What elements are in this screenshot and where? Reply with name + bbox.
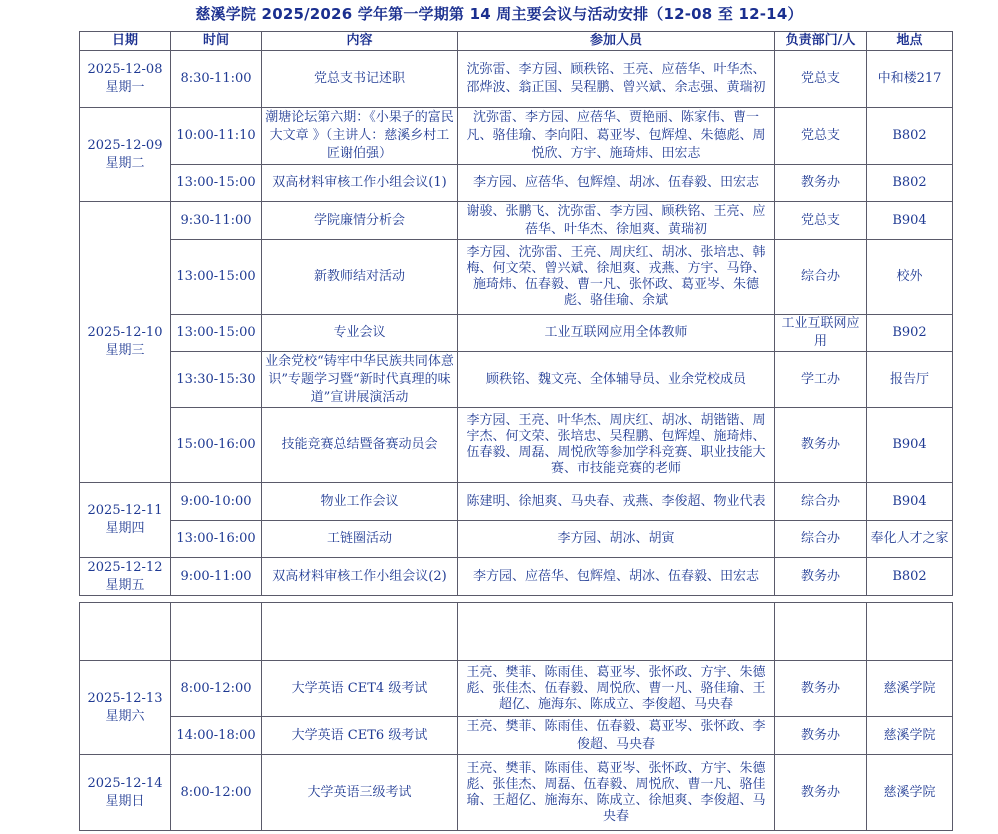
dept-cell: 教务办 [775,408,867,483]
time-cell: 13:00-15:00 [171,240,262,315]
empty-row [80,603,953,661]
location-cell: 中和楼217 [867,51,953,108]
location-cell: 慈溪学院 [867,717,953,755]
weekend-table [79,602,953,831]
location-cell: 慈溪学院 [867,661,953,717]
table-row [80,661,953,717]
participants-cell: 王亮、樊菲、陈雨佳、葛亚岑、张怀政、方宇、朱德彪、张佳杰、周磊、伍春毅、周悦欣、曹一凡、骆佳瑜、王超亿、施海东、陈成立、徐旭爽、李俊超、马央春 [458,755,775,831]
participants-cell: 王亮、樊菲、陈雨佳、葛亚岑、张怀政、方宇、朱德彪、张佳杰、伍春毅、周悦欣、曹一凡、骆佳瑜、王超亿、施海东、陈成立、李俊超、马央春 [458,661,775,717]
dept-cell: 综合办 [775,240,867,315]
table-row [80,51,953,108]
content-cell: 大学英语 CET4 级考试 [262,661,458,717]
content-cell: 党总支书记述职 [262,51,458,108]
content-cell: 专业会议 [262,315,458,352]
dept-cell: 党总支 [775,202,867,240]
content-cell: 技能竞赛总结暨备赛动员会 [262,408,458,483]
location-cell: 奉化人才之家 [867,521,953,558]
date-cell: 2025-12-12 星期五 [80,558,171,596]
dept-cell: 教务办 [775,755,867,831]
time-cell: 9:00-11:00 [171,558,262,596]
table-row [80,483,953,521]
date-cell: 2025-12-08 星期一 [80,51,171,108]
table-row [80,755,953,831]
table-row [80,408,953,483]
content-cell: 物业工作会议 [262,483,458,521]
time-cell: 13:00-15:00 [171,165,262,202]
table-row [80,165,953,202]
location-cell: 校外 [867,240,953,315]
time-cell: 8:00-12:00 [171,755,262,831]
time-cell: 13:00-16:00 [171,521,262,558]
content-cell: 双高材料审核工作小组会议(1) [262,165,458,202]
location-cell: B904 [867,408,953,483]
table-row [80,352,953,408]
time-cell: 8:00-12:00 [171,661,262,717]
header-time: 时间 [171,32,262,51]
dept-cell: 教务办 [775,717,867,755]
table-row [80,315,953,352]
table-row [80,717,953,755]
location-cell: 慈溪学院 [867,755,953,831]
dept-cell: 教务办 [775,165,867,202]
content-cell: 新教师结对活动 [262,240,458,315]
location-cell: B802 [867,108,953,165]
content-cell: 双高材料审核工作小组会议(2) [262,558,458,596]
header-location: 地点 [867,32,953,51]
dept-cell: 党总支 [775,51,867,108]
dept-cell: 党总支 [775,108,867,165]
content-cell: 大学英语 CET6 级考试 [262,717,458,755]
location-cell: B904 [867,483,953,521]
location-cell: 报告厅 [867,352,953,408]
table-row [80,108,953,165]
participants-cell: 沈弥雷、李方园、应蓓华、贾艳丽、陈家伟、曹一凡、骆佳瑜、李向阳、葛亚岑、包辉煌、朱德彪、周悦欣、方宇、施琦炜、田宏志 [458,108,775,165]
participants-cell: 王亮、樊菲、陈雨佳、伍春毅、葛亚岑、张怀政、李俊超、马央春 [458,717,775,755]
location-cell: B904 [867,202,953,240]
header-row [80,32,953,51]
time-cell: 9:00-10:00 [171,483,262,521]
table-row [80,558,953,596]
header-content: 内容 [262,32,458,51]
participants-cell: 李方园、应蓓华、包辉煌、胡冰、伍春毅、田宏志 [458,558,775,596]
location-cell: B802 [867,558,953,596]
time-cell: 10:00-11:10 [171,108,262,165]
date-cell: 2025-12-10 星期三 [80,202,171,483]
date-cell: 2025-12-13 星期六 [80,661,171,755]
time-cell: 13:30-15:30 [171,352,262,408]
content-cell: 业余党校“铸牢中华民族共同体意识”专题学习暨“新时代真理的味道”宣讲展演活动 [262,352,458,408]
participants-cell: 谢骏、张鹏飞、沈弥雷、李方园、顾秩铭、王亮、应蓓华、叶华杰、徐旭爽、黄瑞初 [458,202,775,240]
date-cell: 2025-12-14 星期日 [80,755,171,831]
page-title: 慈溪学院 2025/2026 学年第一学期第 14 周主要会议与活动安排（12-08 至 12-14） [195,5,803,23]
time-cell: 15:00-16:00 [171,408,262,483]
time-cell: 9:30-11:00 [171,202,262,240]
dept-cell: 学工办 [775,352,867,408]
header-date: 日期 [80,32,171,51]
dept-cell: 综合办 [775,483,867,521]
participants-cell: 工业互联网应用全体教师 [458,315,775,352]
header-dept: 负责部门/人 [775,32,867,51]
header-participants: 参加人员 [458,32,775,51]
dept-cell: 工业互联网应用 [775,315,867,352]
dept-cell: 教务办 [775,558,867,596]
date-cell: 2025-12-11 星期四 [80,483,171,558]
time-cell: 14:00-18:00 [171,717,262,755]
content-cell: 潮塘论坛第六期：《小果子的富民大文章 》（主讲人：慈溪乡村工匠谢伯强） [262,108,458,165]
content-cell: 学院廉情分析会 [262,202,458,240]
content-cell: 大学英语三级考试 [262,755,458,831]
time-cell: 13:00-15:00 [171,315,262,352]
participants-cell: 陈建明、徐旭爽、马央春、戎燕、李俊超、物业代表 [458,483,775,521]
location-cell: B902 [867,315,953,352]
participants-cell: 李方园、胡冰、胡寅 [458,521,775,558]
participants-cell: 顾秩铭、魏文亮、全体辅导员、业余党校成员 [458,352,775,408]
table-row [80,202,953,240]
date-cell: 2025-12-09 星期二 [80,108,171,202]
participants-cell: 李方园、沈弥雷、王亮、周庆红、胡冰、张培忠、韩梅、何文荣、曾兴斌、徐旭爽、戎燕、方宇、马铮、施琦炜、伍春毅、曹一凡、张怀政、葛亚岑、朱德彪、骆佳瑜、余斌 [458,240,775,315]
participants-cell: 李方园、王亮、叶华杰、周庆红、胡冰、胡锴锴、周宇杰、何文荣、张培忠、吴程鹏、包辉煌、施琦炜、伍春毅、周磊、周悦欣等参加学科竞赛、职业技能大赛、市技能竞赛的老师 [458,408,775,483]
participants-cell: 沈弥雷、李方园、顾秩铭、王亮、应蓓华、叶华杰、邵烨波、翁正国、吴程鹏、曾兴斌、余志强、黄瑞初 [458,51,775,108]
table-row [80,521,953,558]
location-cell: B802 [867,165,953,202]
time-cell: 8:30-11:00 [171,51,262,108]
content-cell: 工链圈活动 [262,521,458,558]
dept-cell: 综合办 [775,521,867,558]
table-row [80,240,953,315]
schedule-table [79,31,953,596]
participants-cell: 李方园、应蓓华、包辉煌、胡冰、伍春毅、田宏志 [458,165,775,202]
dept-cell: 教务办 [775,661,867,717]
